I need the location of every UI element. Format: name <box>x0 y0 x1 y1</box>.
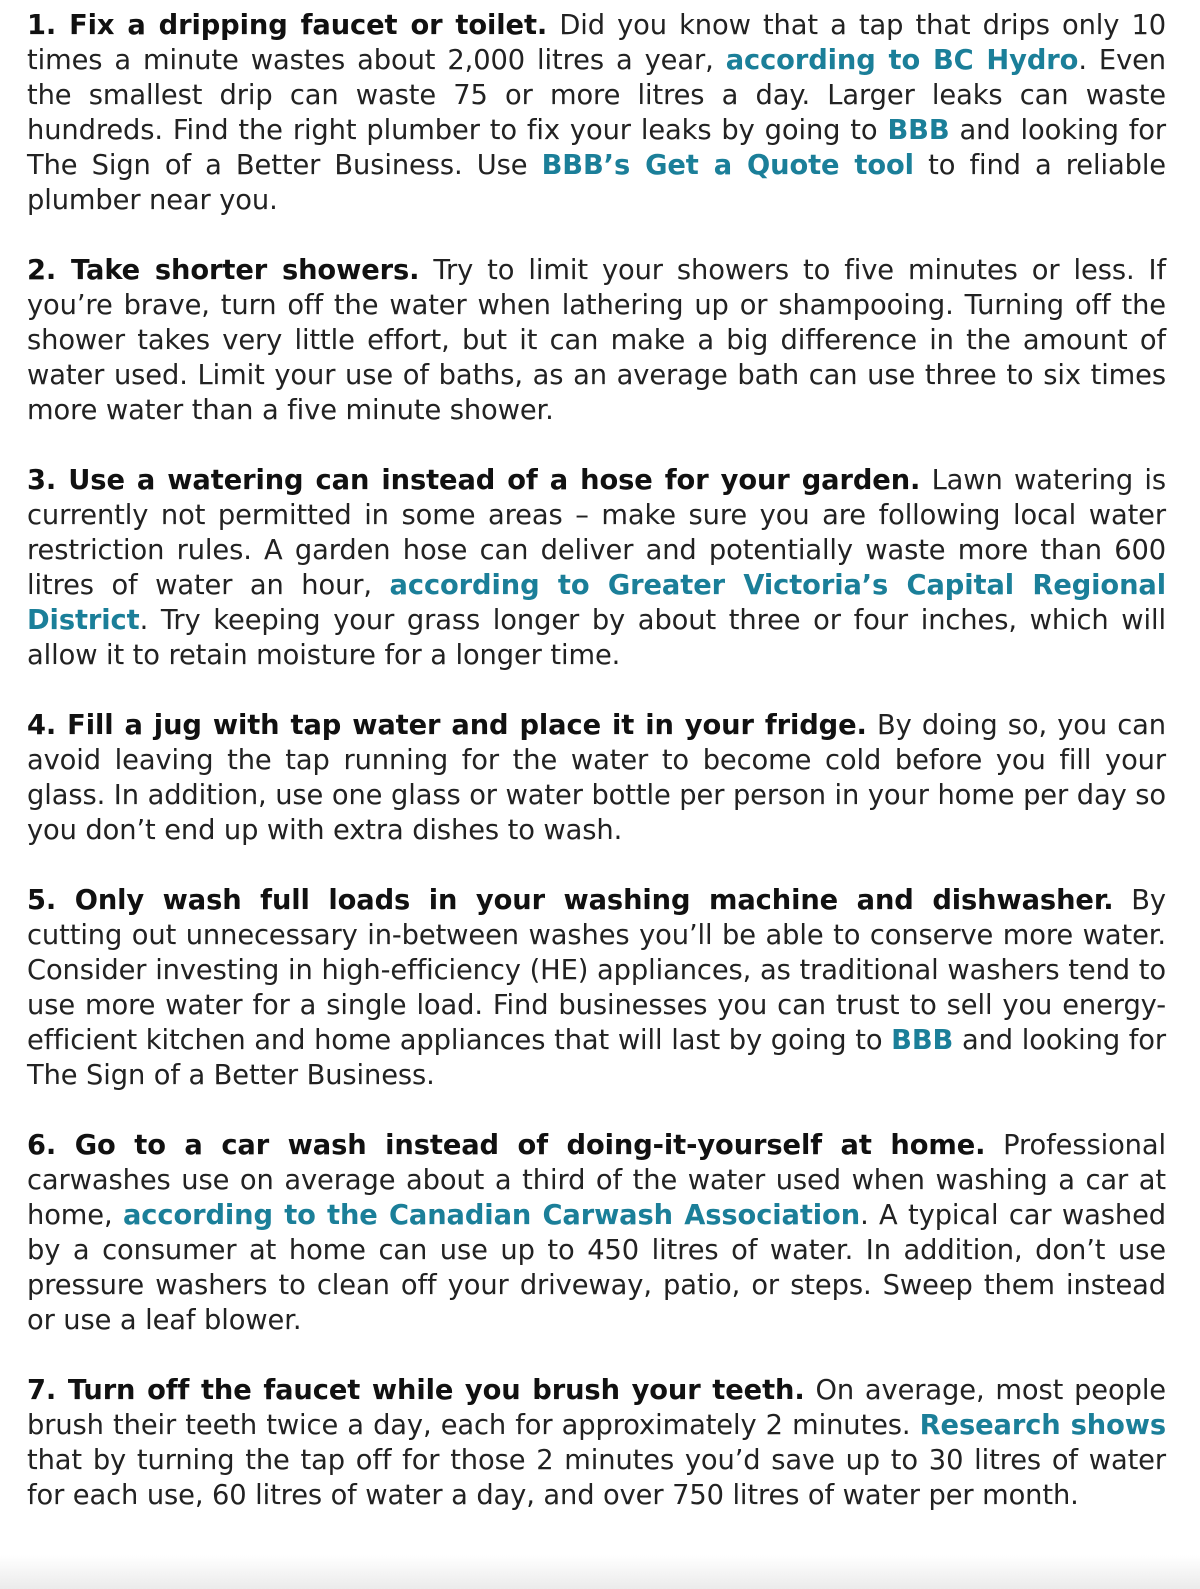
tip-link[interactable]: Research shows <box>919 1410 1166 1441</box>
tip-title: 7. Turn off the faucet while you brush your teeth. <box>27 1375 805 1406</box>
tip-text: and looking for The Sign of a Better Business. <box>27 1025 1166 1091</box>
tip-link[interactable]: according to Greater Victoria’s Capital Regional District <box>27 570 1166 636</box>
tip-link[interactable]: according to BC Hydro <box>725 45 1079 76</box>
tip-link[interactable]: BBB <box>891 1025 954 1056</box>
tip-text: Try to limit your showers to five minutes or less. If you’re brave, turn off the water when lathering up or shampooing. Turning off the shower takes very little effort, but it can make a big difference in the amount of water used. Limit your use of baths, as an average bath can use three to six times more water than a five minute shower. <box>27 255 1167 426</box>
tip-text: . A typical car washed by a consumer at home can use up to 450 litres of water. In addition, don’t use pressure washers to clean off your driveway, patio, or steps. Sweep them instead or use a leaf blower. <box>27 1200 1166 1336</box>
tip-text: Lawn watering is currently not permitted in some areas – make sure you are following local water restriction rules. A garden hose can deliver and potentially waste more than 600 litres of water an hour, <box>27 465 1166 601</box>
tip-title: 6. Go to a car wash instead of doing-it-yourself at home. <box>27 1130 986 1161</box>
tip-link[interactable]: BBB <box>887 115 950 146</box>
tip-link[interactable]: BBB’s Get a Quote tool <box>541 150 914 181</box>
tip-text: On average, most people brush their teeth twice a day, each for approximately 2 minutes. <box>27 1375 1167 1441</box>
tip-link[interactable]: according to the Canadian Carwash Association <box>122 1200 861 1231</box>
tip-text: By doing so, you can avoid leaving the tap running for the water to become cold before you fill your glass. In addition, use one glass or water bottle per person in your home per day so you don’t end up with extra dishes to wash. <box>27 710 1166 846</box>
tip-4 <box>27 708 1166 848</box>
tip-5 <box>27 883 1166 1093</box>
tip-title: 5. Only wash full loads in your washing machine and dishwasher. <box>27 885 1114 916</box>
tip-1 <box>27 8 1166 218</box>
tip-title: 3. Use a watering can instead of a hose for your garden. <box>27 465 921 496</box>
tip-text: By cutting out unnecessary in-between washes you’ll be able to conserve more water. Consider investing in high-efficiency (HE) appliances, as traditional washers tend to use more water for a single load. Find businesses you can trust to sell you energy-efficient kitchen and home appliances that will last by going to <box>27 885 1166 1056</box>
tip-title: 2. Take shorter showers. <box>27 255 420 286</box>
tip-text: and looking for The Sign of a Better Business. Use <box>27 115 1166 181</box>
tips-list <box>27 8 1166 1513</box>
tip-text: Did you know that a tap that drips only 10 times a minute wastes about 2,000 litres a year, <box>27 10 1166 76</box>
bottom-fade <box>0 1555 1200 1589</box>
tip-text: Professional carwashes use on average about a third of the water used when washing a car at home, <box>27 1130 1166 1231</box>
tip-text: . Even the smallest drip can waste 75 or more litres a day. Larger leaks can waste hundreds. Find the right plumber to fix your leaks by going to <box>27 45 1167 146</box>
tip-text: that by turning the tap off for those 2 minutes you’d save up to 30 litres of water for each use, 60 litres of water a day, and over 750 litres of water per month. <box>27 1445 1166 1511</box>
tip-6 <box>27 1128 1166 1338</box>
tip-title: 4. Fill a jug with tap water and place it in your fridge. <box>27 710 867 741</box>
tip-title: 1. Fix a dripping faucet or toilet. <box>27 10 548 41</box>
tip-3 <box>27 463 1166 673</box>
tip-text: . Try keeping your grass longer by about three or four inches, which will allow it to retain moisture for a longer time. <box>27 605 1166 671</box>
tip-text: to find a reliable plumber near you. <box>27 150 1167 216</box>
tip-2 <box>27 253 1166 428</box>
tip-7 <box>27 1373 1166 1513</box>
